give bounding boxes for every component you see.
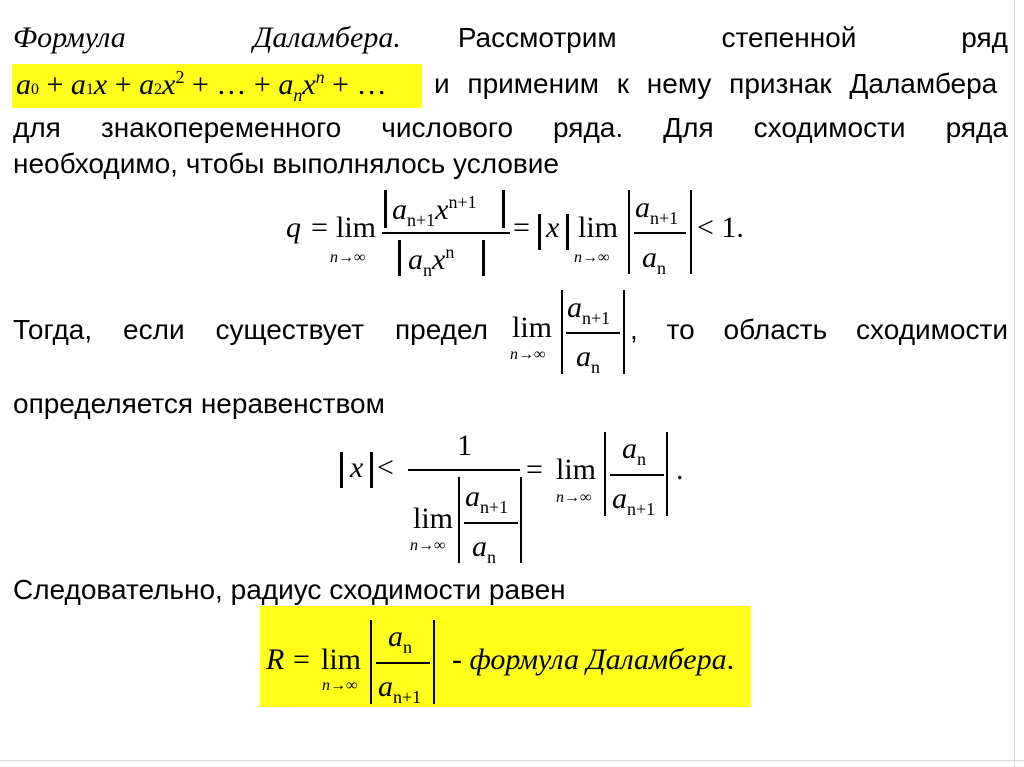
line1-word-3: ряд xyxy=(961,22,1008,53)
radius-formula-caption xyxy=(452,645,734,675)
paragraph-line-4: необходимо, чтобы выполнялось условие xyxy=(13,148,559,179)
paragraph-line-3 xyxy=(13,110,1008,146)
slide-right-border xyxy=(1014,0,1015,767)
paragraph-line-1 xyxy=(13,20,1008,56)
line3-word-6: сходимости xyxy=(753,112,906,143)
paragraph-line-5-end xyxy=(630,312,1008,348)
series-formula: $a0 + a1x + a2x^2$ + … + $a_nx^n$ + … xyxy=(16,67,387,105)
line3-word-7: ряда xyxy=(945,112,1008,143)
formula-caption-text: - формула Даламбера xyxy=(452,643,727,676)
line3-word-3: числового xyxy=(381,112,514,143)
term-title xyxy=(13,20,401,56)
slide-bottom-border xyxy=(0,760,1024,761)
paragraph-line-6: определяется неравенством xyxy=(13,388,385,419)
term-title-text: Формула Даламбера. xyxy=(13,21,401,54)
line1-word-1: Рассмотрим xyxy=(457,22,617,53)
line3-word-4: ряда. xyxy=(553,112,624,143)
line5-end-word-2: то xyxy=(666,314,695,345)
line5-word-1: Тогда, xyxy=(13,314,93,345)
line3-word-1: для xyxy=(13,112,61,143)
line5-word-2: если xyxy=(123,314,185,345)
line2-text: и применим к нему признак Даламбера xyxy=(434,68,998,99)
line5-word-3: существует xyxy=(215,314,365,345)
line5-word-4: предел xyxy=(394,314,488,345)
line3-word-2: знакопеременного xyxy=(100,112,342,143)
formula-caption-period: . xyxy=(726,643,735,676)
paragraph-line-7: Следовательно, радиус сходимости равен xyxy=(13,574,566,605)
paragraph-line-5-start xyxy=(13,312,488,348)
line5-end-word-1: , xyxy=(630,314,638,345)
line1-word-2: степенной xyxy=(721,22,857,53)
paragraph-line-2 xyxy=(434,66,1008,102)
line5-end-word-3: область xyxy=(723,314,828,345)
line3-word-5: Для xyxy=(663,112,714,143)
line5-end-word-4: сходимости xyxy=(856,314,1008,345)
